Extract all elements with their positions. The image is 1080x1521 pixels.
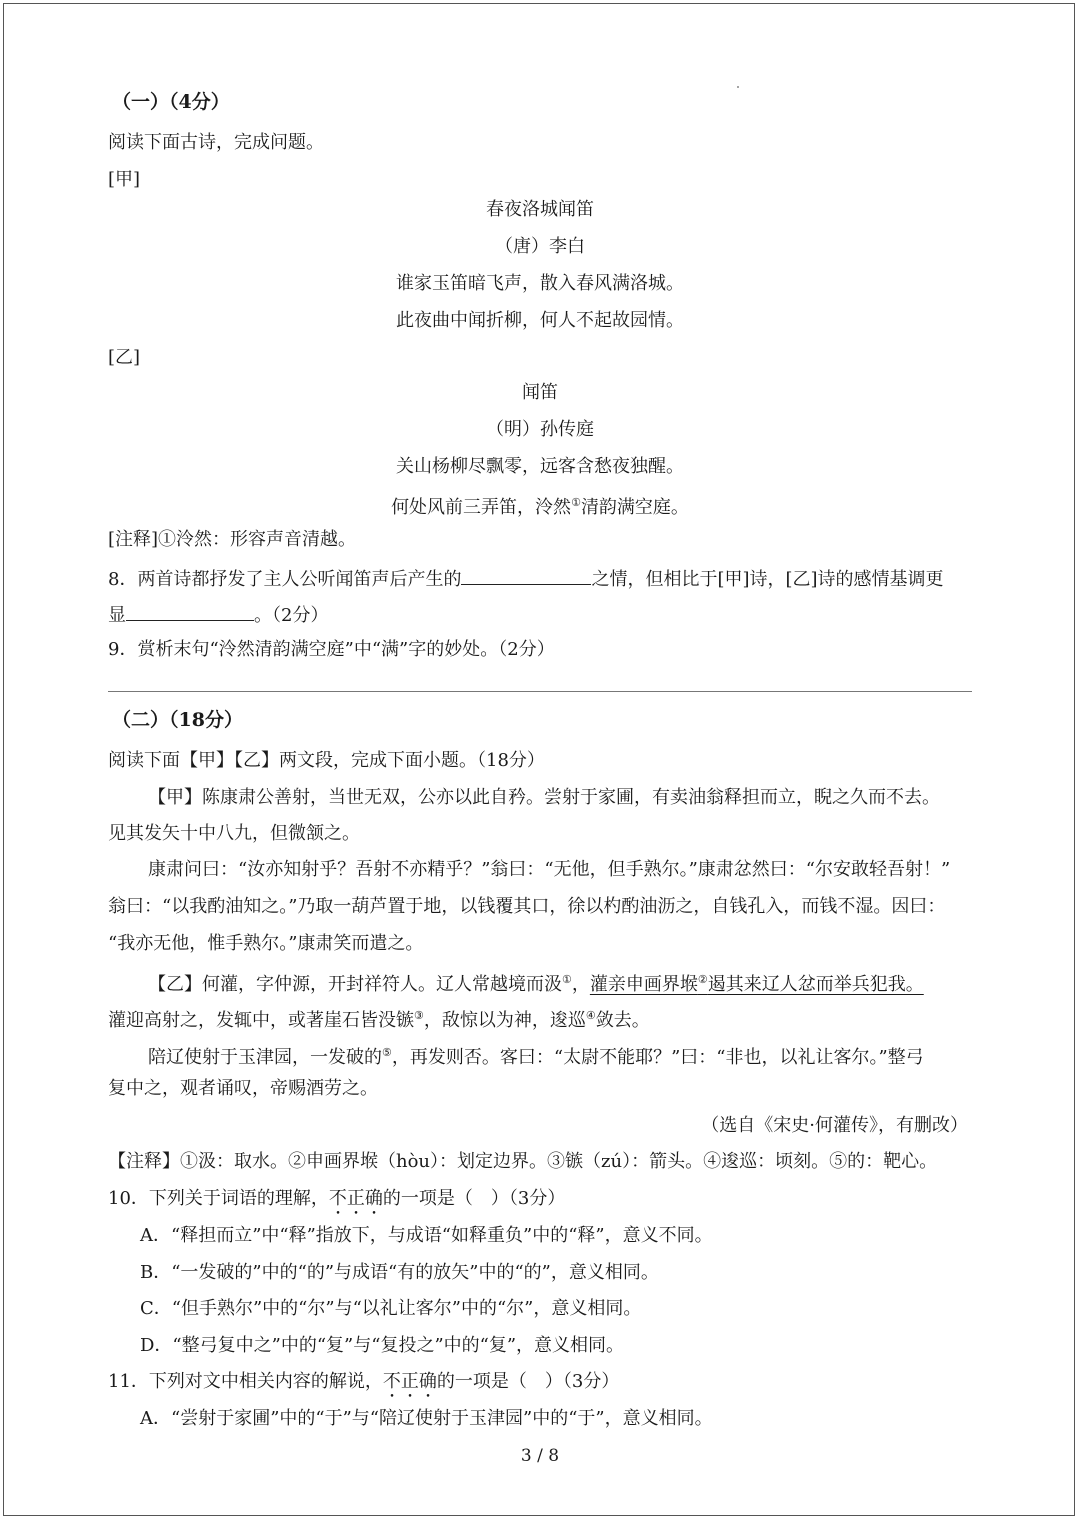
poem-b-line1: 关山杨柳尽飘零，远客含愁夜独醒。 (396, 456, 684, 477)
text-b-line2-a: 灌迎高射之，发辄中，或著崖石皆没镞 (108, 1010, 414, 1031)
footnote-marker: ② (697, 973, 708, 986)
answer-blank-2[interactable] (126, 602, 254, 621)
q8-text-4: 。（2分） (254, 605, 329, 626)
question-9: 9．赏析末句“泠然清韵满空庭”中“满”字的妙处。（2分） (108, 639, 555, 660)
answer-blank-1[interactable] (461, 566, 591, 585)
underlined-part-1: 灌亲申画界堠 (589, 974, 698, 995)
section2-heading: （二）（18分） (112, 709, 243, 731)
q10-option-b: B．“一发破的”中的“的”与成语“有的放矢”中的“的”，意义相同。 (140, 1262, 659, 1283)
q11-option-a: A．“尝射于家圃”中的“于”与“陪辽使射于玉津园”中的“于”，意义相同。 (140, 1408, 713, 1429)
poem-b-title: 闻笛 (522, 382, 558, 403)
poem-b-line2 (0, 492, 1080, 519)
q10-text-pre: 10．下列关于词语的理解， (108, 1188, 329, 1209)
section2-notes: 【注释】①汲：取水。②申画界堠（hòu）：划定边界。③镞（zú）：箭头。④逡巡：顷刻。⑤的：靶心。 (108, 1151, 938, 1172)
q11-text-pre: 11．下列对文中相关内容的解说， (108, 1371, 383, 1392)
section1-instruction: 阅读下面古诗，完成问题。 (108, 132, 324, 153)
text-b-line3-b: ，再发则否。客曰：“太尉不能耶？”曰：“非也，以礼让客尔。”整弓 (391, 1047, 924, 1068)
text-a-line1: 【甲】陈康肃公善射，当世无双，公亦以此自矜。尝射于家圃，有卖油翁释担而立，睨之久而不去。 (148, 787, 940, 808)
text-a-line3: 康肃问曰：“汝亦知射乎？吾射不亦精乎？”翁曰：“无他，但手熟尔。”康肃忿然曰：“尔安敢轻吾射！” (148, 859, 951, 880)
q11-emphasis: 不正确 (382, 1371, 437, 1392)
underlined-part-2: 遏其来辽人忿而举兵犯我。 (707, 974, 924, 995)
q8-text-2: 之情，但相比于[甲]诗，[乙]诗的感情基调更 (591, 569, 944, 590)
footnote-marker: ④ (585, 1009, 596, 1022)
poem-b-line2-text-a: 何处风前三弄笛，泠然 (391, 497, 572, 518)
question-8-line2 (108, 602, 328, 627)
text-b-line1 (148, 969, 924, 996)
poem-b-line2-text-b: 清韵满空庭。 (580, 497, 689, 518)
q10-emphasis: 不正确 (328, 1188, 383, 1209)
text-a-line5: “我亦无他，惟手熟尔。”康肃笑而遣之。 (108, 933, 424, 954)
text-b-line2-b: ，敌惊以为神，逡巡 (423, 1010, 586, 1031)
q11-text-post: 的一项是（ ）（3分） (436, 1371, 620, 1392)
footnote-marker: ① (571, 496, 581, 509)
source-citation: （选自《宋史·何灌传》，有删改） (701, 1115, 968, 1136)
text-b-line1-a: 【乙】何灌，字仲源，开封祥符人。辽人常越境而汲 (148, 974, 562, 995)
poem-a-line1: 谁家玉笛暗飞声，散入春风满洛城。 (396, 273, 684, 294)
text-b-line2-c: 敛去。 (595, 1010, 650, 1031)
q8-text-1: 8．两首诗都抒发了主人公听闻笛声后产生的 (108, 569, 462, 590)
section1-heading: （一）（4分） (112, 91, 230, 113)
poem-a-line2: 此夜曲中闻折柳，何人不起故园情。 (396, 310, 684, 331)
text-b-line3-a: 陪辽使射于玉津园，一发破的 (148, 1047, 382, 1068)
text-b-line2 (108, 1005, 650, 1032)
question-10 (108, 1188, 565, 1219)
q10-option-c: C．“但手熟尔”中的“尔”与“以礼让客尔”中的“尔”，意义相同。 (140, 1298, 642, 1319)
poem-b-author: （明）孙传庭 (486, 419, 594, 440)
q10-option-a: A．“释担而立”中“释”指放下，与成语“如释重负”中的“释”，意义不同。 (140, 1225, 713, 1246)
page-number: 3 / 8 (520, 1446, 560, 1466)
text-b-line3 (148, 1042, 924, 1069)
q10-option-d: D．“整弓复中之”中的“复”与“复投之”中的“复”，意义相同。 (140, 1335, 625, 1356)
section-divider (108, 691, 972, 692)
poem-note: [注释]①泠然：形容声音清越。 (108, 529, 357, 550)
text-a-line4: 翁曰：“以我酌油知之。”乃取一葫芦置于地，以钱覆其口，徐以杓酌油沥之，自钱孔入，而钱不湿。因曰： (108, 896, 946, 917)
poem-a-marker: [甲] (108, 169, 141, 190)
question-8-line1 (108, 566, 944, 591)
section2-instruction: 阅读下面【甲】【乙】两文段，完成下面小题。（18分） (108, 750, 545, 771)
q8-text-3: 显 (108, 605, 126, 626)
question-11 (108, 1371, 619, 1402)
poem-a-author: （唐）李白 (495, 236, 585, 257)
text-b-line1-b: ， (571, 974, 590, 995)
underlined-sentence (590, 974, 924, 995)
text-b-line4: 复中之，观者诵叹，帝赐酒劳之。 (108, 1078, 378, 1099)
footnote-marker: ⑤ (382, 1046, 392, 1059)
poem-a-title: 春夜洛城闻笛 (486, 199, 594, 220)
q10-text-post: 的一项是（ ）（3分） (382, 1188, 566, 1209)
text-a-line2: 见其发矢十中八九，但微颔之。 (108, 823, 360, 844)
scan-speck (737, 86, 739, 88)
footnote-marker: ① (562, 973, 572, 986)
footnote-marker: ③ (414, 1009, 424, 1022)
poem-b-marker: [乙] (108, 347, 141, 368)
